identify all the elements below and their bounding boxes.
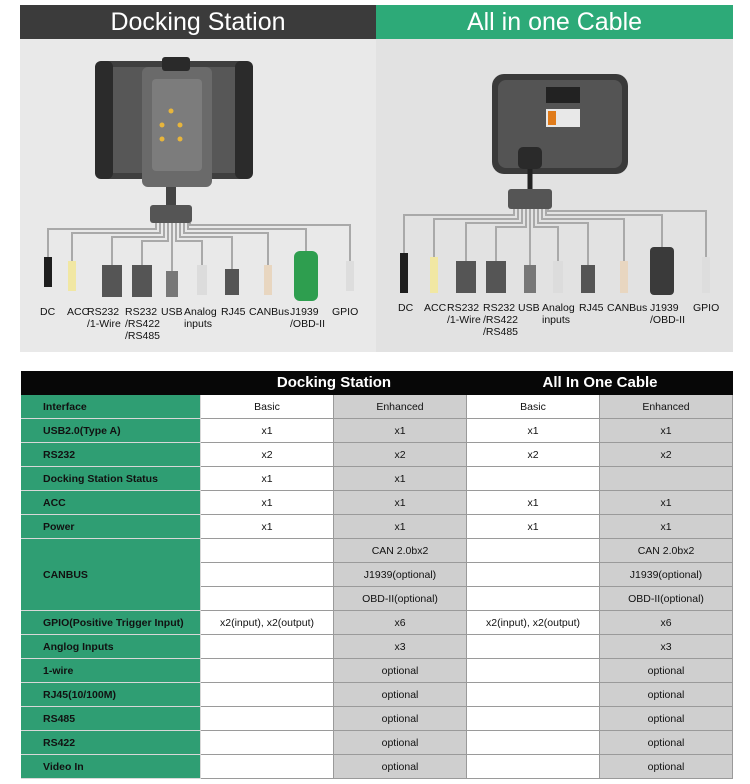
table-cell-ds-enh: x6	[334, 611, 467, 635]
table-row-label: ACC	[21, 491, 201, 515]
table-cell-ds-basic	[201, 755, 334, 779]
cable-label-usb: USB	[518, 302, 540, 314]
all-in-one-cable-panel	[376, 39, 733, 352]
table-cell-ds-enh: x1	[334, 419, 467, 443]
table-cell-ds-basic	[201, 635, 334, 659]
table-row-label: 1-wire	[21, 659, 201, 683]
table-cell-ac-basic: Basic	[467, 395, 600, 419]
table-cell-ac-enh: OBD-II(optional)	[600, 587, 733, 611]
table-cell-ac-basic: x2(input), x2(output)	[467, 611, 600, 635]
table-cell-ds-enh: x3	[334, 635, 467, 659]
docking-label-dc: DC	[40, 306, 56, 318]
table-cell-ds-basic	[201, 731, 334, 755]
table-cell-ds-basic: x2(input), x2(output)	[201, 611, 334, 635]
docking-label-gpio: GPIO	[332, 306, 359, 318]
table-cell-ds-basic: Basic	[201, 395, 334, 419]
cable-label-gpio: GPIO	[693, 302, 720, 314]
table-cell-ds-enh: optional	[334, 659, 467, 683]
table-row-label: Interface	[21, 395, 201, 419]
table-cell-ac-enh: x2	[600, 443, 733, 467]
table-cell-ac-basic	[467, 467, 600, 491]
table-cell-ds-basic	[201, 587, 334, 611]
docking-label-analog-inputs: Analog inputs	[184, 306, 217, 330]
connector-icons	[400, 247, 710, 295]
table-cell-ds-basic	[201, 683, 334, 707]
table-cell-ac-basic	[467, 659, 600, 683]
cable-splitter	[508, 189, 552, 209]
docking-label-usb: USB	[161, 306, 183, 318]
table-cell-ac-enh	[600, 467, 733, 491]
table-cell-ds-basic: x1	[201, 467, 334, 491]
table-cell-ac-basic: x2	[467, 443, 600, 467]
table-cell-ac-enh: J1939(optional)	[600, 563, 733, 587]
table-row-label: RS485	[21, 707, 201, 731]
docking-label-canbus: CANBus	[249, 306, 290, 318]
table-cell-ac-basic	[467, 683, 600, 707]
docking-label-rj45: RJ45	[221, 306, 246, 318]
connector-icons	[44, 251, 354, 301]
header-all-in-one-cable: All In One Cable	[542, 374, 658, 391]
table-row-label: RS232	[21, 443, 201, 467]
table-row-label: USB2.0(Type A)	[21, 419, 201, 443]
table-cell-ac-enh: optional	[600, 731, 733, 755]
table-cell-ds-basic: x1	[201, 491, 334, 515]
table-cell-ac-basic: x1	[467, 515, 600, 539]
table-cell-ac-enh: optional	[600, 659, 733, 683]
cable-label-dc: DC	[398, 302, 414, 314]
docking-label-rs232-1wire: RS232 /1-Wire	[87, 306, 121, 330]
table-cell-ac-enh: Enhanced	[600, 395, 733, 419]
table-cell-ac-basic: x1	[467, 419, 600, 443]
table-cell-ac-enh: x6	[600, 611, 733, 635]
table-row-label: Anglog Inputs	[21, 635, 201, 659]
table-cell-ds-basic	[201, 563, 334, 587]
cable-plug	[518, 147, 542, 169]
table-cell-ac-basic	[467, 587, 600, 611]
docking-station-panel	[20, 39, 376, 352]
cable-label-rj45: RJ45	[579, 302, 604, 314]
table-cell-ds-enh: CAN 2.0bx2	[334, 539, 467, 563]
table-cell-ds-basic	[201, 659, 334, 683]
table-cell-ac-enh: x1	[600, 419, 733, 443]
table-cell-ac-basic	[467, 731, 600, 755]
table-cell-ac-basic	[467, 539, 600, 563]
table-cell-ac-enh: x1	[600, 491, 733, 515]
table-cell-ac-enh: optional	[600, 755, 733, 779]
tablet-image	[492, 74, 628, 174]
all-in-one-cable-banner: All in one Cable	[376, 5, 733, 39]
table-cell-ac-enh: optional	[600, 683, 733, 707]
table-cell-ac-basic	[467, 563, 600, 587]
comparison-table	[21, 371, 733, 780]
cable-label-j1939-obd: J1939 /OBD-II	[650, 302, 686, 326]
table-row-label: Power	[21, 515, 201, 539]
table-row-label: GPIO(Positive Trigger Input)	[21, 611, 201, 635]
table-cell-ds-enh: x2	[334, 443, 467, 467]
table-cell-ds-basic: x2	[201, 443, 334, 467]
table-cell-ds-enh: optional	[334, 731, 467, 755]
cable-label-rs232-rs422-rs485: RS232 /RS422 /RS485	[483, 302, 519, 338]
table-cell-ac-basic	[467, 755, 600, 779]
table-cell-ds-enh: J1939(optional)	[334, 563, 467, 587]
table-cell-ac-basic	[467, 707, 600, 731]
table-row-label: RJ45(10/100M)	[21, 683, 201, 707]
table-cell-ds-enh: OBD-II(optional)	[334, 587, 467, 611]
table-cell-ds-enh: x1	[334, 515, 467, 539]
header-docking-station: Docking Station	[276, 374, 392, 391]
table-cell-ac-enh: x1	[600, 515, 733, 539]
table-cell-ds-basic	[201, 707, 334, 731]
table-cell-ac-basic	[467, 635, 600, 659]
table-cell-ds-enh: optional	[334, 683, 467, 707]
cable-label-canbus: CANBus	[607, 302, 648, 314]
cable-label-rs232-1wire: RS232 /1-Wire	[447, 302, 481, 326]
table-row-label: CANBUS	[21, 539, 201, 611]
table-cell-ac-basic: x1	[467, 491, 600, 515]
docking-label-acc: ACC	[67, 306, 90, 318]
cable-label-acc: ACC	[424, 302, 447, 314]
table-cell-ds-enh: Enhanced	[334, 395, 467, 419]
docking-label-rs232-rs422-rs485: RS232 /RS422 /RS485	[125, 306, 161, 342]
table-cell-ds-enh: x1	[334, 467, 467, 491]
table-header	[21, 371, 733, 395]
cable-splitter	[150, 205, 192, 223]
table-cell-ds-basic: x1	[201, 419, 334, 443]
table-cell-ds-enh: x1	[334, 491, 467, 515]
docking-station-banner: Docking Station	[20, 5, 376, 39]
table-cell-ac-enh: CAN 2.0bx2	[600, 539, 733, 563]
table-cell-ds-basic: x1	[201, 515, 334, 539]
cable-label-analog-inputs: Analog inputs	[542, 302, 575, 326]
table-cell-ac-enh: optional	[600, 707, 733, 731]
table-row-label: Video In	[21, 755, 201, 779]
table-cell-ds-enh: optional	[334, 755, 467, 779]
table-row-label: RS422	[21, 731, 201, 755]
table-cell-ds-basic	[201, 539, 334, 563]
docking-bracket-image	[142, 57, 212, 207]
table-cell-ds-enh: optional	[334, 707, 467, 731]
table-cell-ac-enh: x3	[600, 635, 733, 659]
docking-label-j1939-obd: J1939 /OBD-II	[290, 306, 326, 330]
table-row-label: Docking Station Status	[21, 467, 201, 491]
